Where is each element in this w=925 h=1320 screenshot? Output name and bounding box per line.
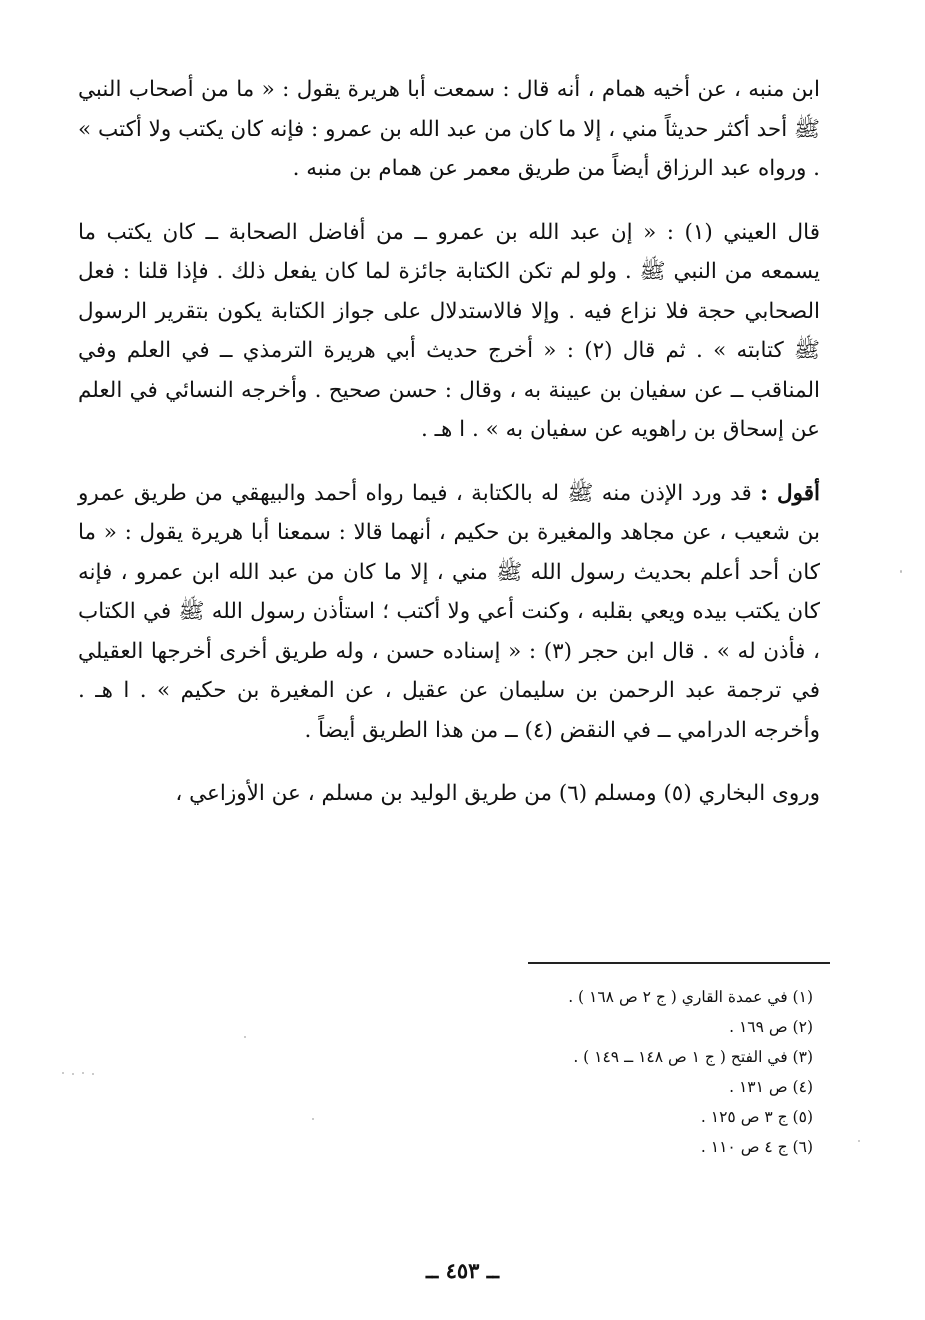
paragraph-bukhari-muslim: وروى البخاري (٥) ومسلم (٦) من طريق الوليد بن مسلم ، عن الأوزاعي ،	[175, 781, 820, 806]
scan-speck	[900, 570, 902, 573]
paragraph-hadith-abu-hurayra: ابن منبه ، عن أخيه همام ، أنه قال : سمعت أبا هريرة يقول : « ما من أصحاب النبي ﷺ أحد أكثر حديثاً مني ، إلا ما كان من عبد الله بن عمرو : فإنه كان يكتب ولا أكتب » . ورواه عبد الرزاق أيضاً من طريق معمر عن همام بن منبه .	[78, 77, 820, 181]
scan-speck	[92, 1073, 94, 1075]
footnotes-list	[393, 982, 813, 1162]
paragraph-al-ayni-quote: قال العيني (١) : « إن عبد الله بن عمرو ــ من أفاضل الصحابة ــ كان يكتب ما يسمعه من النبي ﷺ . ولو لم تكن الكتابة جائزة لما كان يفعل ذلك . فإذا قلنا : فعل الصحابي حجة فلا نزاع فيه . وإلا فالاستدلال على جواز الكتابة يكون بتقرير الرسول ﷺ كتابته » . ثم قال (٢) : « أخرج حديث أبي هريرة الترمذي ــ في العلم وفي المناقب ــ عن سفيان بن عيينة به ، وقال : حسن صحيح . وأخرجه النسائي في العلم عن إسحاق بن راهويه عن سفيان به » . ا هـ .	[78, 219, 821, 442]
footnote-item: (٦) ج ٤ ص ١١٠ .	[700, 1138, 813, 1156]
scan-speck	[312, 1118, 314, 1120]
paragraph-author-comment-text: قد ورد الإذن منه ﷺ له بالكتابة ، فيما رواه أحمد والبيهقي من طريق عمرو بن شعيب ، عن مجاهد والمغيرة بن حكيم ، أنهما قالا : سمعنا أبا هريرة يقول : « ما كان أحد أعلم بحديث رسول الله ﷺ مني ، إلا ما كان من عبد الله ابن عمرو ، فإنه كان يكتب بيده ويعي بقلبه ، وكنت أعي ولا أكتب ؛ استأذن رسول الله ﷺ في الكتاب ، فأذن له » . قال ابن حجر (٣) : « إسناده حسن ، وله طريق أخرى أخرجها العقيلي في ترجمة عبد الرحمن بن سليمان عن عقيل ، عن المغيرة بن حكيم » . ا هـ . وأخرجه الدرامي ــ في النقض (٤) ــ من هذا الطريق أيضاً .	[78, 480, 820, 743]
page-number: ــ ٤٥٣ ــ	[425, 1258, 500, 1283]
scan-speck	[62, 1072, 64, 1074]
footnote-item: (١) في عمدة القاري ( ج ٢ ص ١٦٨ ) .	[568, 988, 813, 1006]
main-text	[78, 70, 820, 814]
scan-speck	[244, 1036, 246, 1038]
scan-speck	[858, 1140, 860, 1142]
scan-speck	[82, 1072, 84, 1074]
paragraph-lead-word: أقول :	[760, 480, 820, 506]
footnote-separator	[528, 962, 830, 964]
footnote-item: (٥) ج ٣ ص ١٢٥ .	[700, 1108, 813, 1126]
scan-speck	[72, 1073, 74, 1075]
paragraph-author-comment	[78, 474, 820, 751]
footnote-item: (٢) ص ١٦٩ .	[729, 1018, 813, 1036]
footnote-item: (٤) ص ١٣١ .	[729, 1078, 813, 1096]
footnote-item: (٣) في الفتح ( ج ١ ص ١٤٨ ــ ١٤٩ ) .	[573, 1048, 813, 1066]
